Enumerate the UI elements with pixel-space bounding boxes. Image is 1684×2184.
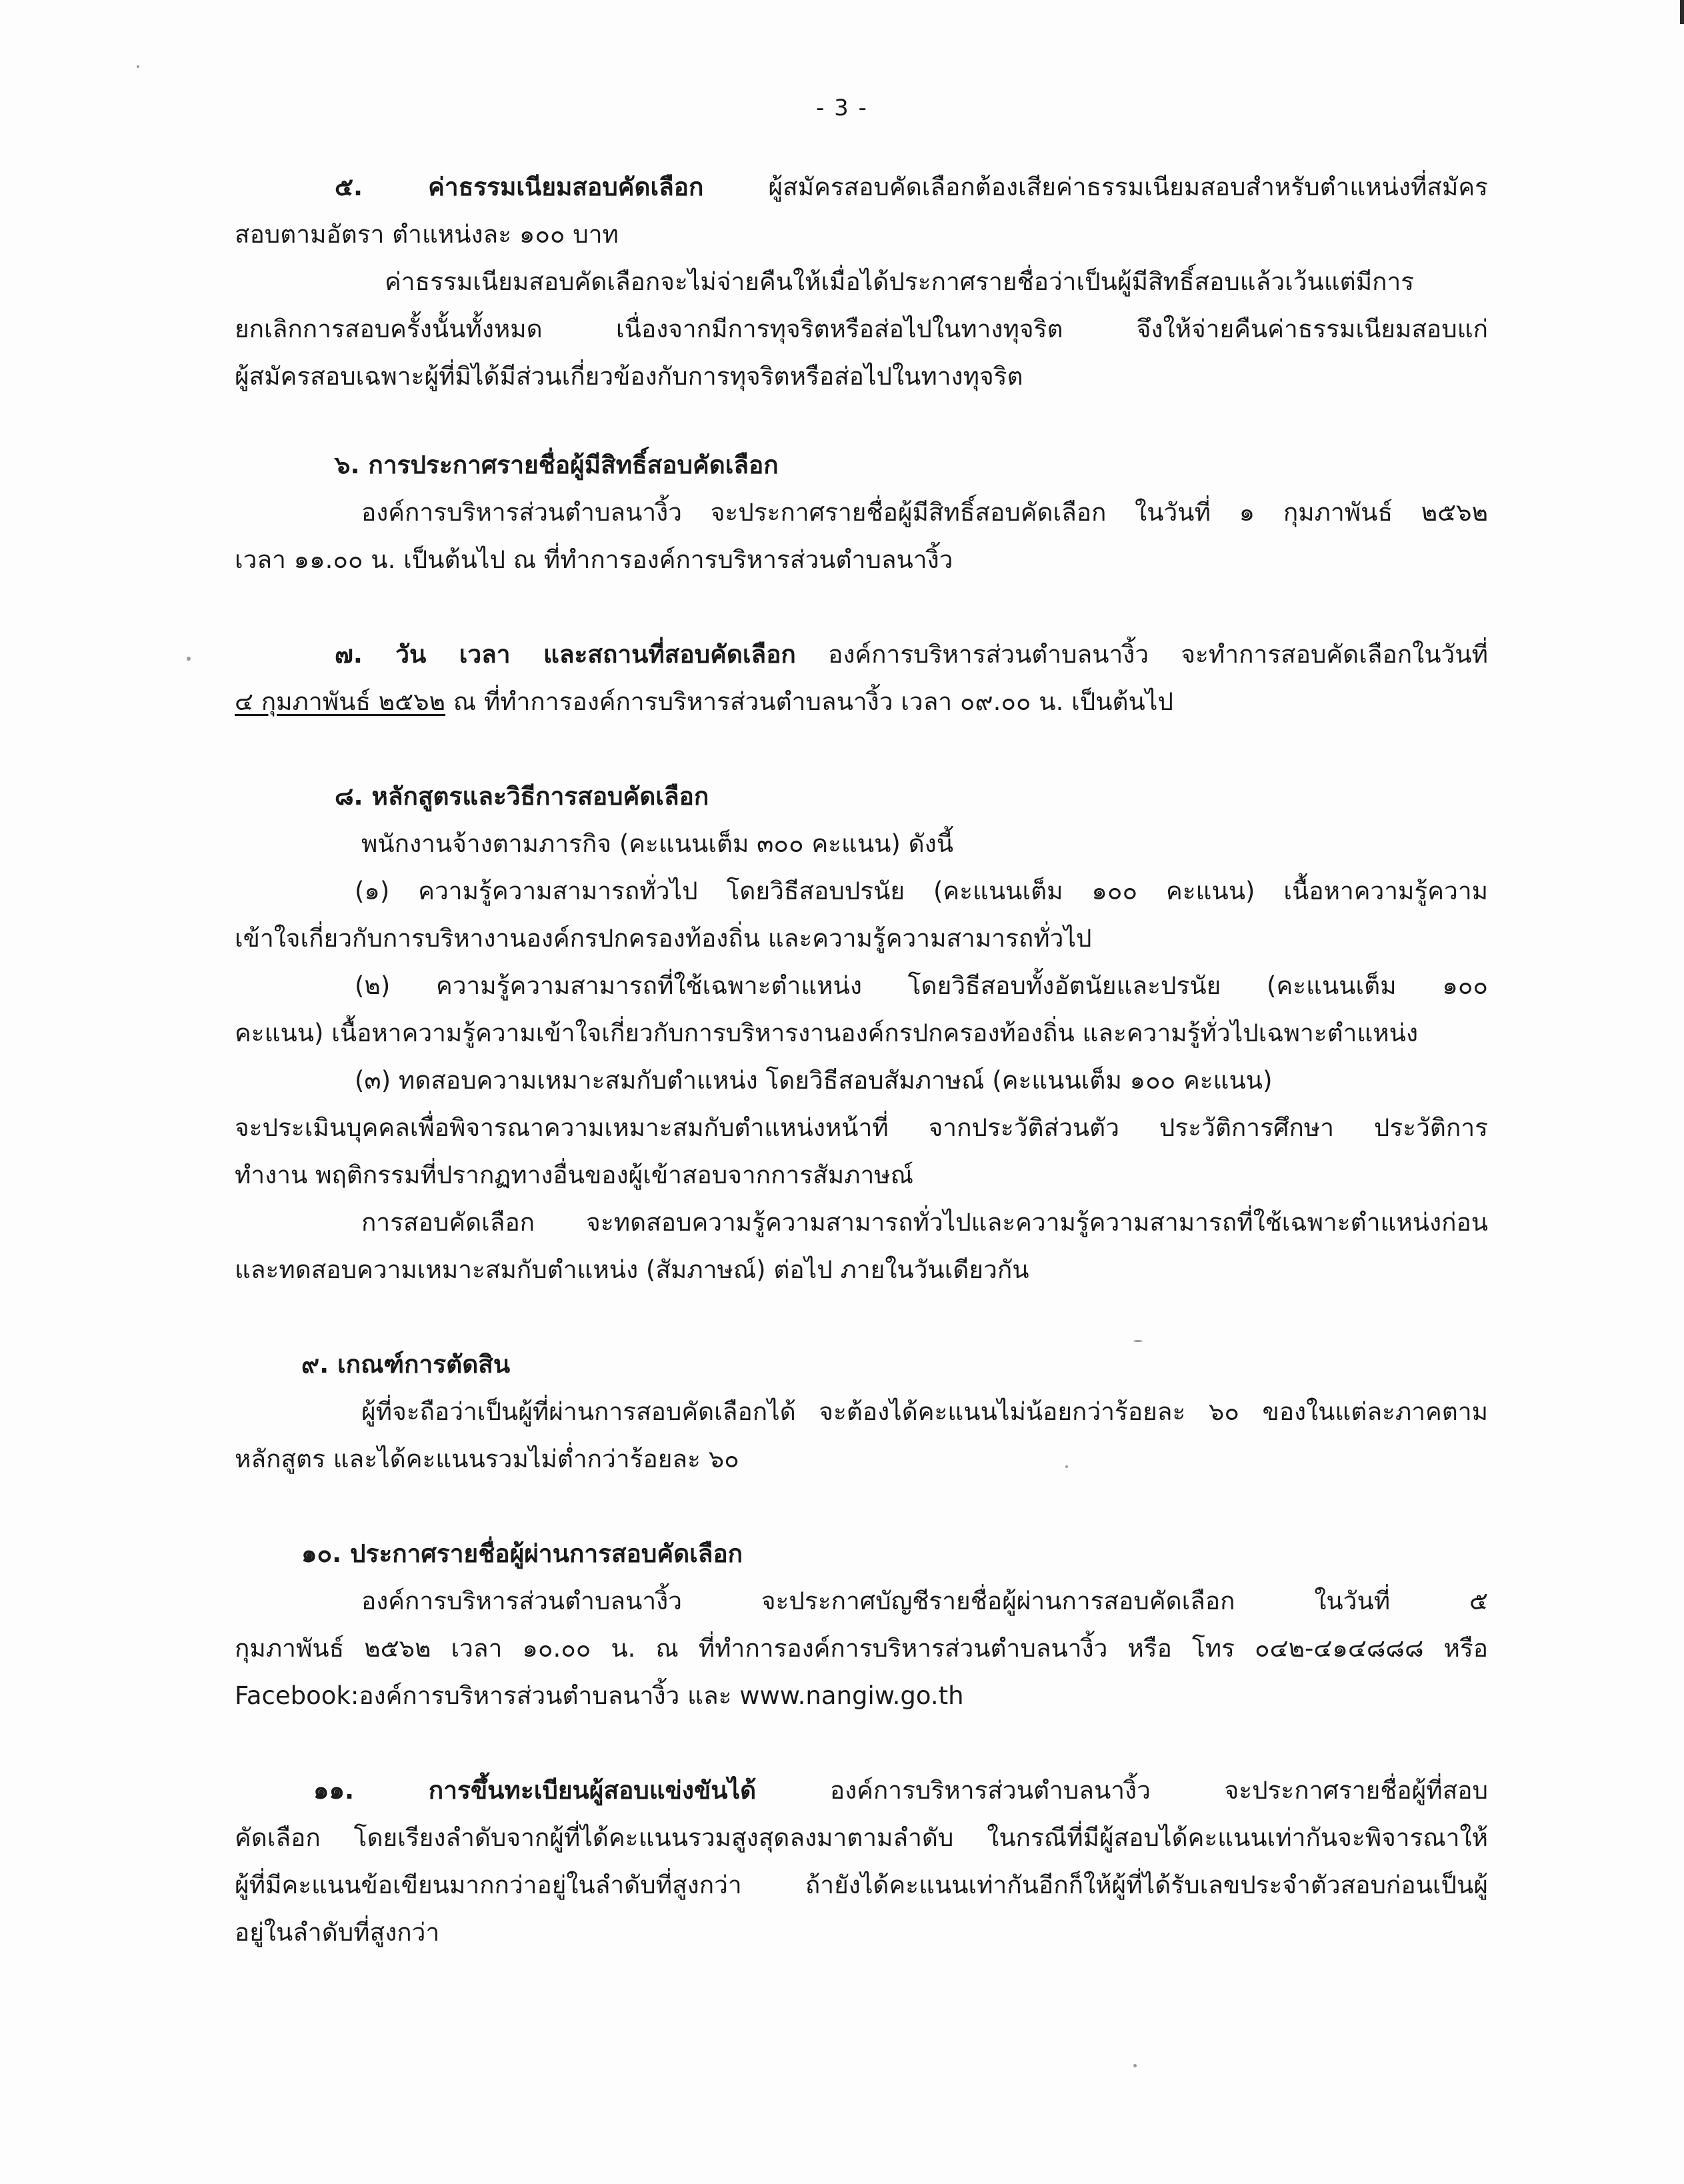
section-8-heading: ๘. หลักสูตรและวิธีการสอบคัดเลือก: [335, 782, 709, 811]
text-line: และทดสอบความเหมาะสมกับตำแหน่ง (สัมภาษณ์) ต่อไป ภายในวันเดียวกัน: [235, 1255, 1029, 1284]
section-9-criteria: [235, 1341, 1488, 1483]
section-10-results: [235, 1530, 1488, 1719]
section-9-heading-line: [235, 1341, 1488, 1388]
text-line: Facebook:องค์การบริหารส่วนตำบลนางิ้ว และ www.nangiw.go.th: [235, 1681, 964, 1710]
section-7-paragraph: [235, 631, 1488, 725]
section-9-heading: ๙. เกณฑ์การตัดสิน: [301, 1350, 511, 1379]
section-5-paragraph-2: [235, 258, 1488, 400]
page-number: - 3 -: [816, 95, 868, 121]
section-6-paragraph: [235, 489, 1488, 583]
scan-speck: [137, 65, 139, 68]
text-line: [235, 678, 1488, 725]
section-10-paragraph: [235, 1577, 1488, 1719]
section-6-heading: ๖. การประกาศรายชื่อผู้มีสิทธิ์สอบคัดเลือก: [335, 451, 779, 479]
text-fragment: องค์การบริหารส่วนตำบลนางิ้ว จะทำการสอบคัดเลือกในวันที่: [795, 640, 1488, 669]
scan-edge-mark: [1680, 0, 1684, 24]
section-11-heading: ๑๑. การขึ้นทะเบียนผู้สอบแข่งขันได้: [313, 1776, 757, 1805]
text-line: อยู่ในลำดับที่สูงกว่า: [235, 1918, 440, 1947]
section-8-item-1: [235, 867, 1488, 962]
text-line: [235, 631, 1488, 678]
text-line: องค์การบริหารส่วนตำบลนางิ้ว จะประกาศบัญชีรายชื่อผู้ผ่านการสอบคัดเลือก ในวันที่ ๕: [361, 1587, 1488, 1615]
section-8-heading-line: [235, 773, 1488, 820]
text-line: (๑) ความรู้ความสามารถทั่วไป โดยวิธีสอบปรนัย (คะแนนเต็ม ๑๐๐ คะแนน) เนื้อหาความรู้ความ: [355, 877, 1488, 905]
section-7-exam-schedule: [235, 631, 1488, 725]
text-fragment: ผู้สมัครสอบคัดเลือกต้องเสียค่าธรรมเนียมสอบสำหรับตำแหน่งที่สมัคร: [703, 173, 1488, 201]
section-6-eligible-list: [235, 441, 1488, 583]
section-8-intro: [235, 820, 1488, 867]
text-line: กุมภาพันธ์ ๒๕๖๒ เวลา ๑๐.๐๐ น. ณ ที่ทำการองค์การบริหารส่วนตำบลนางิ้ว หรือ โทร ๐๔๒-๔๑๔๘๘๘ หรือ: [235, 1634, 1488, 1663]
scan-speck: [187, 657, 191, 661]
text-line: ทำงาน พฤติกรรมที่ปรากฏทางอื่นของผู้เข้าสอบจากการสัมภาษณ์: [235, 1161, 913, 1189]
section-11-paragraph: [235, 1767, 1488, 1956]
section-7-heading: ๗. วัน เวลา และสถานที่สอบคัดเลือก: [335, 640, 796, 669]
text-fragment: องค์การบริหารส่วนตำบลนางิ้ว จะประกาศรายชื่อผู้ที่สอบ: [756, 1776, 1488, 1805]
text-line: คัดเลือก โดยเรียงลำดับจากผู้ที่ได้คะแนนรวมสูงสุดลงมาตามลำดับ ในกรณีที่มีผู้สอบได้คะแนนเท่ากันจะพิจารณาให้: [235, 1823, 1488, 1852]
text-line: สอบตามอัตรา ตำแหน่งละ ๑๐๐ บาท: [235, 220, 619, 249]
section-10-heading: ๑๐. ประกาศรายชื่อผู้ผ่านการสอบคัดเลือก: [301, 1539, 743, 1568]
section-6-heading-line: [235, 441, 1488, 489]
text-line: การสอบคัดเลือก จะทดสอบความรู้ความสามารถทั่วไปและความรู้ความสามารถที่ใช้เฉพาะตำแหน่งก่อน: [361, 1208, 1488, 1237]
section-8-note: [235, 1199, 1488, 1293]
text-line: จะประเมินบุคคลเพื่อพิจารณาความเหมาะสมกับตำแหน่งหน้าที่ จากประวัติส่วนตัว ประวัติการศึกษา ประวัติการ: [235, 1113, 1488, 1142]
section-8-item-2: [235, 962, 1488, 1057]
document-body: [235, 163, 1488, 2003]
section-10-heading-line: [235, 1530, 1488, 1577]
section-8-curriculum: [235, 773, 1488, 1293]
section-5-heading: ๕. ค่าธรรมเนียมสอบคัดเลือก: [335, 173, 704, 201]
text-line: (๒) ความรู้ความสามารถที่ใช้เฉพาะตำแหน่ง โดยวิธีสอบทั้งอัตนัยและปรนัย (คะแนนเต็ม ๑๐๐: [355, 971, 1488, 1000]
text-line: ผู้สมัครสอบเฉพาะผู้ที่มิได้มีส่วนเกี่ยวข้องกับการทุจริตหรือส่อไปในทางทุจริต: [235, 362, 1023, 391]
text-line: ผู้ที่จะถือว่าเป็นผู้ที่ผ่านการสอบคัดเลือกได้ จะต้องได้คะแนนไม่น้อยกว่าร้อยละ ๖๐ ของในแต่ละภาคตาม: [361, 1397, 1488, 1426]
text-fragment: ณ ที่ทำการองค์การบริหารส่วนตำบลนางิ้ว เวลา ๐๙.๐๐ น. เป็นต้นไป: [445, 687, 1173, 716]
exam-date-underlined: ๔ กุมภาพันธ์ ๒๕๖๒: [235, 687, 446, 716]
text-line: ผู้ที่มีคะแนนข้อเขียนมากกว่าอยู่ในลำดับที่สูงกว่า ถ้ายังได้คะแนนเท่ากันอีกก็ให้ผู้ที่ได้รับเลขประจำตัวสอบก่อนเป็นผู้: [235, 1871, 1488, 1899]
text-line: ยกเลิกการสอบครั้งนั้นทั้งหมด เนื่องจากมีการทุจริตหรือส่อไปในทางทุจริต จึงให้จ่ายคืนค่าธรรมเนียมสอบแก่: [235, 315, 1488, 343]
section-11-registration: [235, 1767, 1488, 1956]
section-5-exam-fee: [235, 163, 1488, 400]
text-line: เข้าใจเกี่ยวกับการบริหางานองค์กรปกครองท้องถิ่น และความรู้ความสามารถทั่วไป: [235, 924, 1092, 953]
text-line: องค์การบริหารส่วนตำบลนางิ้ว จะประกาศรายชื่อผู้มีสิทธิ์สอบคัดเลือก ในวันที่ ๑ กุมภาพันธ์ ๒๕๖๒: [361, 498, 1488, 527]
text-line: (๓) ทดสอบความเหมาะสมกับตำแหน่ง โดยวิธีสอบสัมภาษณ์ (คะแนนเต็ม ๑๐๐ คะแนน): [355, 1066, 1273, 1095]
section-5-paragraph-1: [235, 163, 1488, 258]
text-line: [235, 1767, 1488, 1814]
scan-speck: [1133, 2064, 1137, 2067]
text-line: เวลา ๑๑.๐๐ น. เป็นต้นไป ณ ที่ทำการองค์การบริหารส่วนตำบลนางิ้ว: [235, 545, 953, 574]
section-8-item-3: [235, 1057, 1488, 1199]
text-line: [235, 163, 1488, 211]
text-line: หลักสูตร และได้คะแนนรวมไม่ต่ำกว่าร้อยละ ๖๐: [235, 1445, 739, 1473]
section-9-paragraph: [235, 1388, 1488, 1483]
text-line: พนักงานจ้างตามภารกิจ (คะแนนเต็ม ๓๐๐ คะแนน) ดังนี้: [361, 829, 953, 858]
text-line: ค่าธรรมเนียมสอบคัดเลือกจะไม่จ่ายคืนให้เมื่อได้ประกาศรายชื่อว่าเป็นผู้มีสิทธิ์สอบแล้วเว้นแต่มีการ: [385, 267, 1415, 296]
text-line: คะแนน) เนื้อหาความรู้ความเข้าใจเกี่ยวกับการบริหารงานองค์กรปกครองท้องถิ่น และความรู้ทั่วไปเฉพาะตำแหน่ง: [235, 1019, 1419, 1047]
